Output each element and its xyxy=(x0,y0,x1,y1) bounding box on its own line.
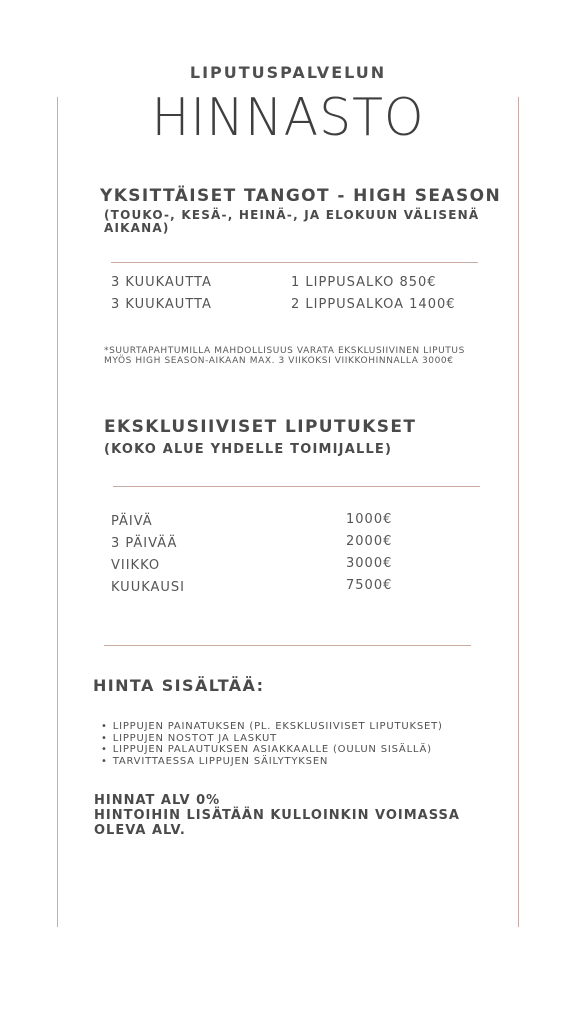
divider-2 xyxy=(113,486,480,487)
left-border-line xyxy=(57,97,58,927)
vat-note-line-2: HINTOIHIN LISÄTÄÄN KULLOINKIN VOIMASSA OLEVA ALV. xyxy=(94,808,460,838)
exclusive-row-2-period: 3 PÄIVÄÄ xyxy=(111,536,178,551)
divider-3 xyxy=(104,645,471,646)
includes-list xyxy=(101,721,443,767)
high-season-row-2-period: 3 KUUKAUTTA xyxy=(111,297,212,312)
high-season-note: *SUURTAPAHTUMILLA MAHDOLLISUUS VARATA EKSKLUSIIVINEN LIPUTUS MYÖS HIGH SEASON-AIKAAN MAX. 3 VIIKOKSI VIIKKOHINNALLA 3000€ xyxy=(104,346,465,366)
exclusive-row-4-period: KUUKAUSI xyxy=(111,580,185,595)
includes-item: • LIPPUJEN NOSTOT JA LASKUT xyxy=(101,733,443,745)
high-season-heading: YKSITTÄISET TANGOT - HIGH SEASON xyxy=(100,186,502,206)
includes-item: • LIPPUJEN PALAUTUKSEN ASIAKKAALLE (OULUN SISÄLLÄ) xyxy=(101,744,443,756)
exclusive-row-1-period: PÄIVÄ xyxy=(111,514,153,529)
high-season-row-1-period: 3 KUUKAUTTA xyxy=(111,275,212,290)
page-kicker: LIPUTUSPALVELUN xyxy=(189,63,387,82)
vat-note-line-1: HINNAT ALV 0% xyxy=(94,793,221,808)
high-season-subheading: (TOUKO-, KESÄ-, HEINÄ-, JA ELOKUUN VÄLISENÄ AIKANA) xyxy=(104,208,480,235)
exclusive-row-2-price: 2000€ xyxy=(346,534,393,549)
exclusive-subheading: (KOKO ALUE YHDELLE TOIMIJALLE) xyxy=(104,442,393,457)
high-season-row-2-price: 2 LIPPUSALKOA 1400€ xyxy=(291,297,456,312)
exclusive-row-3-period: VIIKKO xyxy=(111,558,161,573)
right-border-line xyxy=(518,97,519,927)
high-season-row-1-price: 1 LIPPUSALKO 850€ xyxy=(291,275,437,290)
includes-item: • TARVITTAESSA LIPPUJEN SÄILYTYKSEN xyxy=(101,756,443,768)
exclusive-heading: EKSKLUSIIVISET LIPUTUKSET xyxy=(104,417,417,437)
includes-heading: HINTA SISÄLTÄÄ: xyxy=(93,676,265,695)
page-title: HINNASTO xyxy=(151,88,425,148)
exclusive-row-4-price: 7500€ xyxy=(346,578,393,593)
divider-1 xyxy=(111,262,478,263)
exclusive-row-3-price: 3000€ xyxy=(346,556,393,571)
exclusive-row-1-price: 1000€ xyxy=(346,512,393,527)
includes-item: • LIPPUJEN PAINATUKSEN (PL. EKSKLUSIIVISET LIPUTUKSET) xyxy=(101,721,443,733)
